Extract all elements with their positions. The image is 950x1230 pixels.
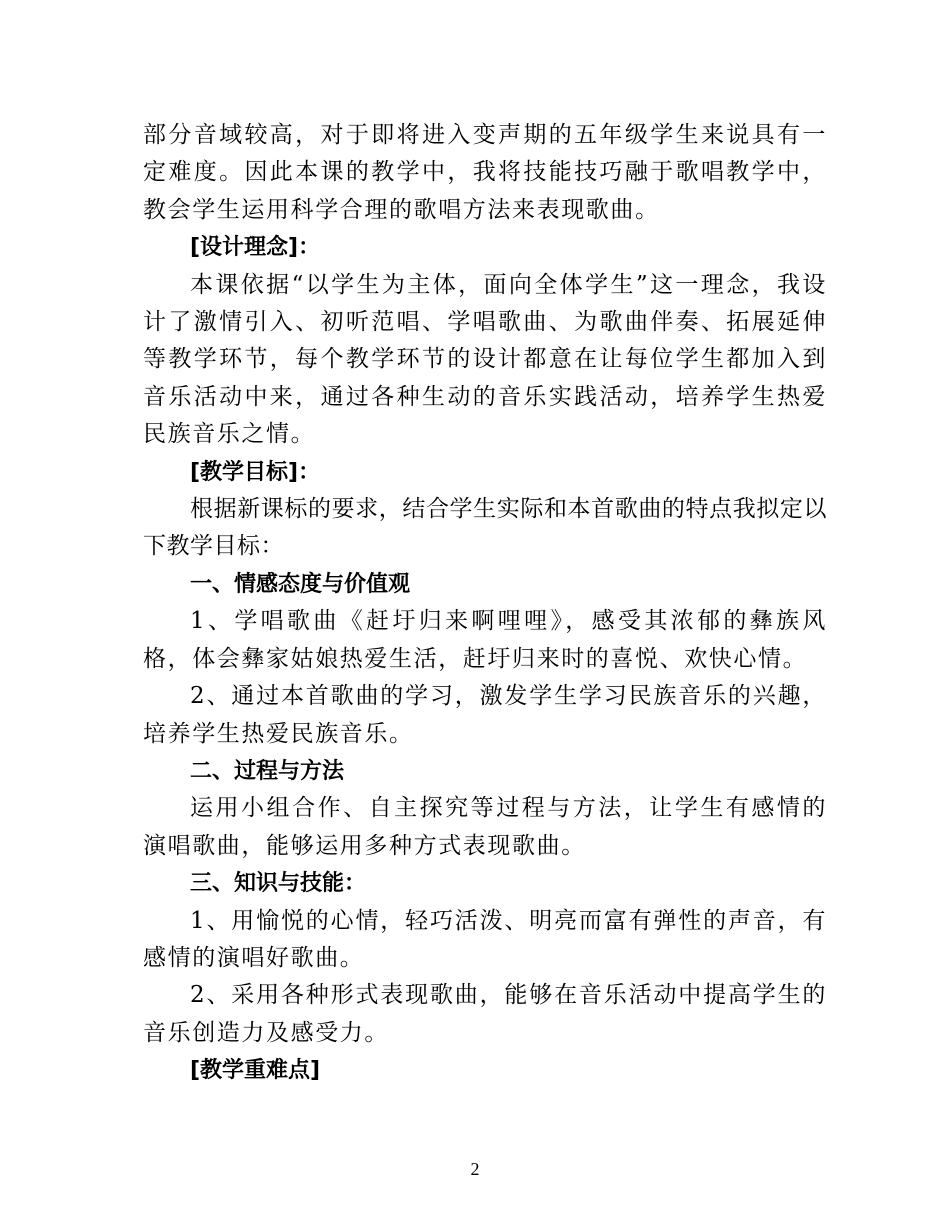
heading-design-concept: [设计理念]： xyxy=(190,235,321,261)
paragraph-process-methods: 运用小组合作、自主探究等过程与方法，让学生有感情的演唱歌曲，能够运用多种方式表现歌曲。 xyxy=(143,795,827,859)
heading-key-difficulties: [教学重难点] xyxy=(190,1058,321,1084)
paragraph-skills-item-1: 1、用愉悦的心情，轻巧活泼、明亮而富有弹性的声音，有感情的演唱好歌曲。 xyxy=(143,907,827,971)
heading-knowledge-skills: 三、知识与技能： xyxy=(190,871,367,897)
paragraph-design-concept: 本课依据“以学生为主体，面向全体学生”这一理念，我设计了激情引入、初听范唱、学唱歌曲、为歌曲伴奏、拓展延伸等教学环节，每个教学环节的设计都意在让每位学生都加入到音乐活动中来，通过各种生动的音乐实践活动，培养学生热爱民族音乐之情。 xyxy=(143,271,827,448)
paragraph-emotion-item-2: 2、通过本首歌曲的学习，激发学生学习民族音乐的兴趣，培养学生热爱民族音乐。 xyxy=(143,683,827,747)
paragraph-goals-intro: 根据新课标的要求，结合学生实际和本首歌曲的特点我拟定以下教学目标： xyxy=(143,496,827,560)
paragraph-emotion-item-1: 1、学唱歌曲《赶圩归来啊哩哩》，感受其浓郁的彝族风格，体会彝家姑娘热爱生活，赶圩归来时的喜悦、欢快心情。 xyxy=(143,608,827,672)
heading-emotion-values: 一、情感态度与价值观 xyxy=(190,571,411,597)
heading-process-methods: 二、过程与方法 xyxy=(190,758,345,784)
paragraph-skills-item-2: 2、采用各种形式表现歌曲，能够在音乐活动中提高学生的音乐创造力及感受力。 xyxy=(143,982,827,1046)
page-number: 2 xyxy=(470,1159,480,1179)
paragraph-background: 部分音域较高，对于即将进入变声期的五年级学生来说具有一定难度。因此本课的教学中，我将技能技巧融于歌唱教学中，教会学生运用科学合理的歌唱方法来表现歌曲。 xyxy=(143,122,827,223)
heading-teaching-goals: [教学目标]： xyxy=(190,459,321,485)
document-body xyxy=(143,117,827,1090)
